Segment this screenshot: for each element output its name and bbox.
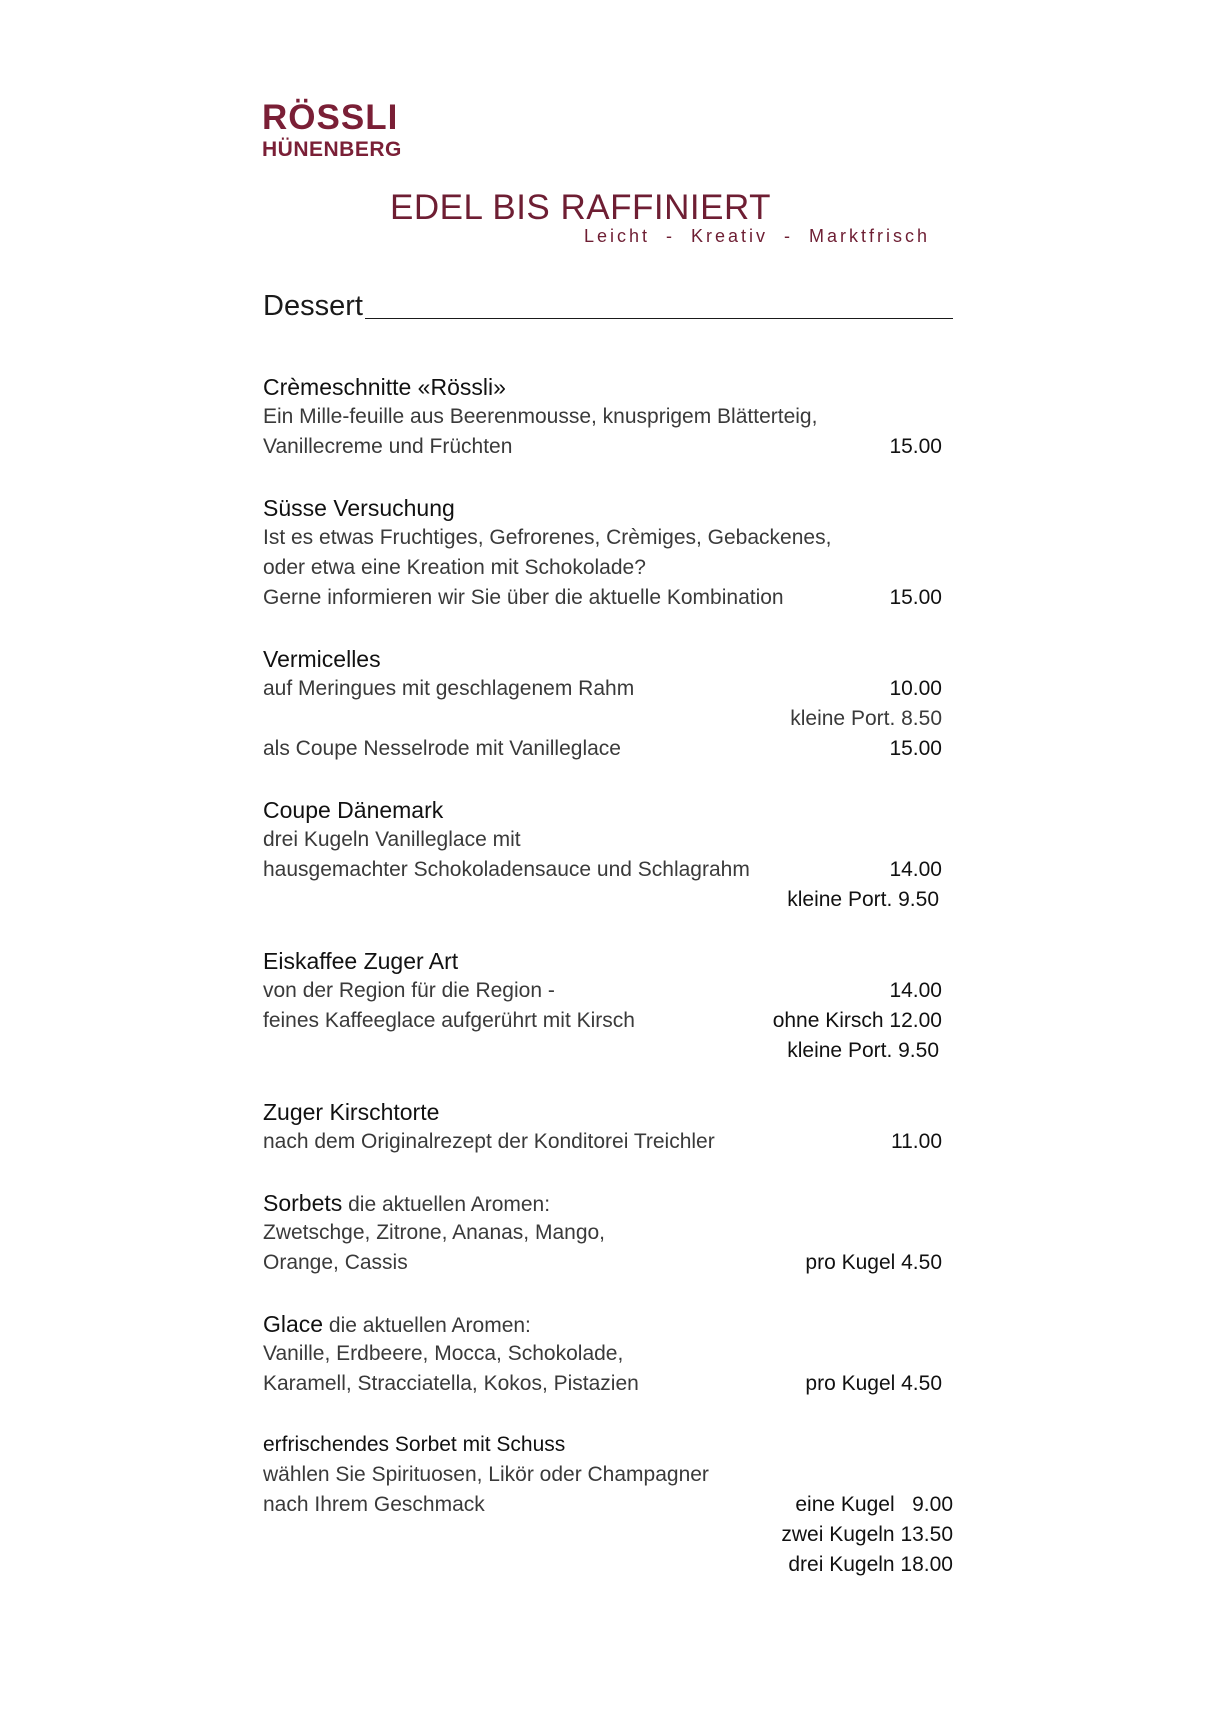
item-price: 15.00 <box>889 435 942 458</box>
menu-item-sorbets <box>263 1188 963 1278</box>
item-description: hausgemachter Schokoladensauce und Schlagrahm <box>263 858 750 881</box>
item-price-no-kirsch: ohne Kirsch 12.00 <box>772 1009 942 1032</box>
item-description: Ein Mille-feuille aus Beerenmousse, knusprigem Blätterteig, <box>263 405 818 428</box>
item-description: Vanillecreme und Früchten <box>263 435 513 458</box>
item-price: 10.00 <box>889 677 942 700</box>
section-heading <box>263 290 953 323</box>
item-description: Ist es etwas Fruchtiges, Gefrorenes, Crèmiges, Gebackenes, <box>263 526 832 549</box>
item-description: Gerne informieren wir Sie über die aktuelle Kombination <box>263 586 784 609</box>
item-title: Glace <box>263 1311 324 1337</box>
logo-line-1: RÖSSLI <box>262 98 399 137</box>
item-price: pro Kugel 4.50 <box>805 1372 942 1395</box>
item-description: Vanille, Erdbeere, Mocca, Schokolade, <box>263 1342 624 1365</box>
item-price-small: kleine Port. 8.50 <box>790 707 942 730</box>
item-description: wählen Sie Spirituosen, Likör oder Champagner <box>263 1463 709 1486</box>
item-title: Eiskaffee Zuger Art <box>263 948 459 974</box>
menu-item-coupe-daenemark <box>263 795 963 915</box>
item-price-small: kleine Port. 9.50 <box>787 888 939 911</box>
item-description: oder etwa eine Kreation mit Schokolade? <box>263 556 646 579</box>
item-price-one-scoop: eine Kugel 9.00 <box>795 1493 953 1516</box>
item-description: Karamell, Stracciatella, Kokos, Pistazien <box>263 1372 639 1395</box>
item-description: auf Meringues mit geschlagenem Rahm <box>263 677 635 700</box>
menu-item-eiskaffee <box>263 946 963 1066</box>
item-description: als Coupe Nesselrode mit Vanilleglace <box>263 737 621 760</box>
menu-item-sorbet-mit-schuss <box>263 1430 963 1580</box>
item-price: pro Kugel 4.50 <box>805 1251 942 1274</box>
item-description: drei Kugeln Vanilleglace mit <box>263 828 521 851</box>
menu-item-suesse-versuchung <box>263 493 963 613</box>
item-description: nach dem Originalrezept der Konditorei Treichler <box>263 1130 715 1153</box>
menu-item-glace <box>263 1309 963 1399</box>
item-description: Zwetschge, Zitrone, Ananas, Mango, <box>263 1221 606 1244</box>
item-title: Coupe Dänemark <box>263 797 444 823</box>
dessert-menu <box>263 372 963 1611</box>
tagline-title: EDEL BIS RAFFINIERT <box>390 188 771 227</box>
item-title: Crèmeschnitte «Rössli» <box>263 374 506 400</box>
item-title: Zuger Kirschtorte <box>263 1099 440 1125</box>
item-price: 14.00 <box>889 858 942 881</box>
menu-item-zuger-kirschtorte <box>263 1097 963 1157</box>
item-title: Süsse Versuchung <box>263 495 455 521</box>
tagline-subtitle: Leicht - Kreativ - Marktfrisch <box>584 226 931 246</box>
item-price: 11.00 <box>891 1130 942 1153</box>
item-price-three-scoops: drei Kugeln 18.00 <box>788 1553 953 1576</box>
item-title: erfrischendes Sorbet mit Schuss <box>263 1433 566 1456</box>
item-title-rest: die aktuellen Aromen: <box>342 1193 551 1216</box>
menu-item-cremeschnitte <box>263 372 963 462</box>
item-description: von der Region für die Region - <box>263 979 555 1002</box>
item-price-two-scoops: zwei Kugeln 13.50 <box>781 1523 953 1546</box>
item-title: Sorbets <box>263 1190 343 1216</box>
item-title: Vermicelles <box>263 646 381 672</box>
item-price: 15.00 <box>889 737 942 760</box>
section-title: Dessert <box>263 290 363 322</box>
item-description: nach Ihrem Geschmack <box>263 1493 485 1516</box>
logo <box>262 100 402 160</box>
logo-line-2: HÜNENBERG <box>262 138 402 161</box>
menu-item-vermicelles <box>263 644 963 764</box>
item-price-small: kleine Port. 9.50 <box>787 1039 939 1062</box>
item-description: feines Kaffeeglace aufgerührt mit Kirsch <box>263 1009 635 1032</box>
item-title-rest: die aktuellen Aromen: <box>323 1314 531 1337</box>
item-description: Orange, Cassis <box>263 1251 408 1274</box>
item-price: 14.00 <box>889 979 942 1002</box>
heading-rule <box>365 318 953 319</box>
item-price: 15.00 <box>889 586 942 609</box>
